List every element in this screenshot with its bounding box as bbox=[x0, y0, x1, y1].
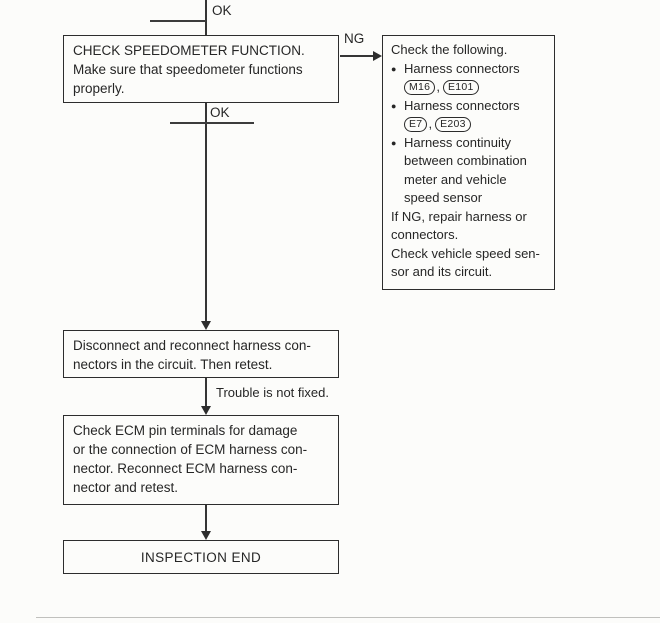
ok-underline bbox=[170, 122, 254, 124]
box-text-line: CHECK SPEEDOMETER FUNCTION. bbox=[73, 43, 305, 58]
box-text-line: nectors in the circuit. Then retest. bbox=[73, 357, 273, 372]
arrowhead-down-icon bbox=[201, 321, 211, 330]
arrowhead-right-icon bbox=[373, 51, 382, 61]
box-inspection-end bbox=[63, 540, 339, 574]
connector-badge-e101: E101 bbox=[443, 80, 479, 95]
box-check-ecm-pins bbox=[63, 415, 339, 505]
page-edge-line bbox=[36, 617, 660, 618]
arrowhead-down-icon bbox=[201, 406, 211, 415]
box-text-line: nector and retest. bbox=[73, 480, 179, 495]
label-ok: OK bbox=[210, 105, 230, 120]
label-ng: NG bbox=[344, 31, 365, 46]
flow-line-end bbox=[205, 505, 207, 532]
note-line: If NG, repair harness or bbox=[391, 208, 527, 224]
note-line: connectors. bbox=[391, 227, 459, 242]
label-trouble-not-fixed: Trouble is not fixed. bbox=[216, 385, 329, 400]
box-text bbox=[64, 331, 338, 379]
list-item bbox=[391, 97, 546, 116]
box-text-line: Check ECM pin terminals for damage bbox=[73, 423, 298, 438]
inspection-end-label: INSPECTION END bbox=[140, 549, 262, 565]
bullet-icon: ● bbox=[391, 100, 397, 111]
arrowhead-down-icon bbox=[201, 531, 211, 540]
list-item-label: Harness connectors bbox=[404, 60, 520, 76]
list-item-label: Harness continuity between combination meter and vehicle speed sensor bbox=[404, 134, 527, 205]
connector-row bbox=[404, 115, 546, 134]
bullet-icon: ● bbox=[391, 63, 397, 74]
box-check-speedometer-function bbox=[63, 35, 339, 103]
note-line: Check vehicle speed sen- bbox=[391, 245, 540, 261]
box-text-line: or the connection of ECM harness con- bbox=[73, 442, 308, 457]
list-item bbox=[391, 134, 546, 208]
connector-badge-m16: M16 bbox=[404, 80, 435, 95]
right-box-title: Check the following. bbox=[391, 42, 508, 57]
box-check-the-following bbox=[382, 35, 555, 290]
note-line: sor and its circuit. bbox=[391, 264, 493, 279]
connector-badge-e7: E7 bbox=[404, 117, 427, 132]
ok-underline-top bbox=[150, 20, 206, 22]
list-item bbox=[391, 60, 546, 79]
bullet-icon: ● bbox=[391, 137, 397, 148]
label-ok-top: OK bbox=[212, 3, 232, 18]
flow-line-trouble bbox=[205, 378, 207, 407]
comma-separator: , bbox=[436, 79, 440, 94]
box-text-line: Make sure that speedometer functions bbox=[73, 62, 303, 77]
box-text-line: nector. Reconnect ECM harness con- bbox=[73, 461, 298, 476]
connector-badge-e203: E203 bbox=[435, 117, 471, 132]
flow-line-ok bbox=[205, 103, 207, 322]
box-text-line: properly. bbox=[73, 81, 125, 96]
flow-line-top bbox=[205, 0, 207, 36]
box-disconnect-reconnect bbox=[63, 330, 339, 378]
box-text bbox=[64, 416, 338, 502]
box-text bbox=[64, 36, 338, 103]
connector-row bbox=[404, 78, 546, 97]
box-text-line: Disconnect and reconnect harness con- bbox=[73, 338, 311, 353]
list-item-label: Harness connectors bbox=[404, 97, 520, 113]
flow-line-ng bbox=[340, 55, 374, 57]
comma-separator: , bbox=[428, 116, 433, 131]
